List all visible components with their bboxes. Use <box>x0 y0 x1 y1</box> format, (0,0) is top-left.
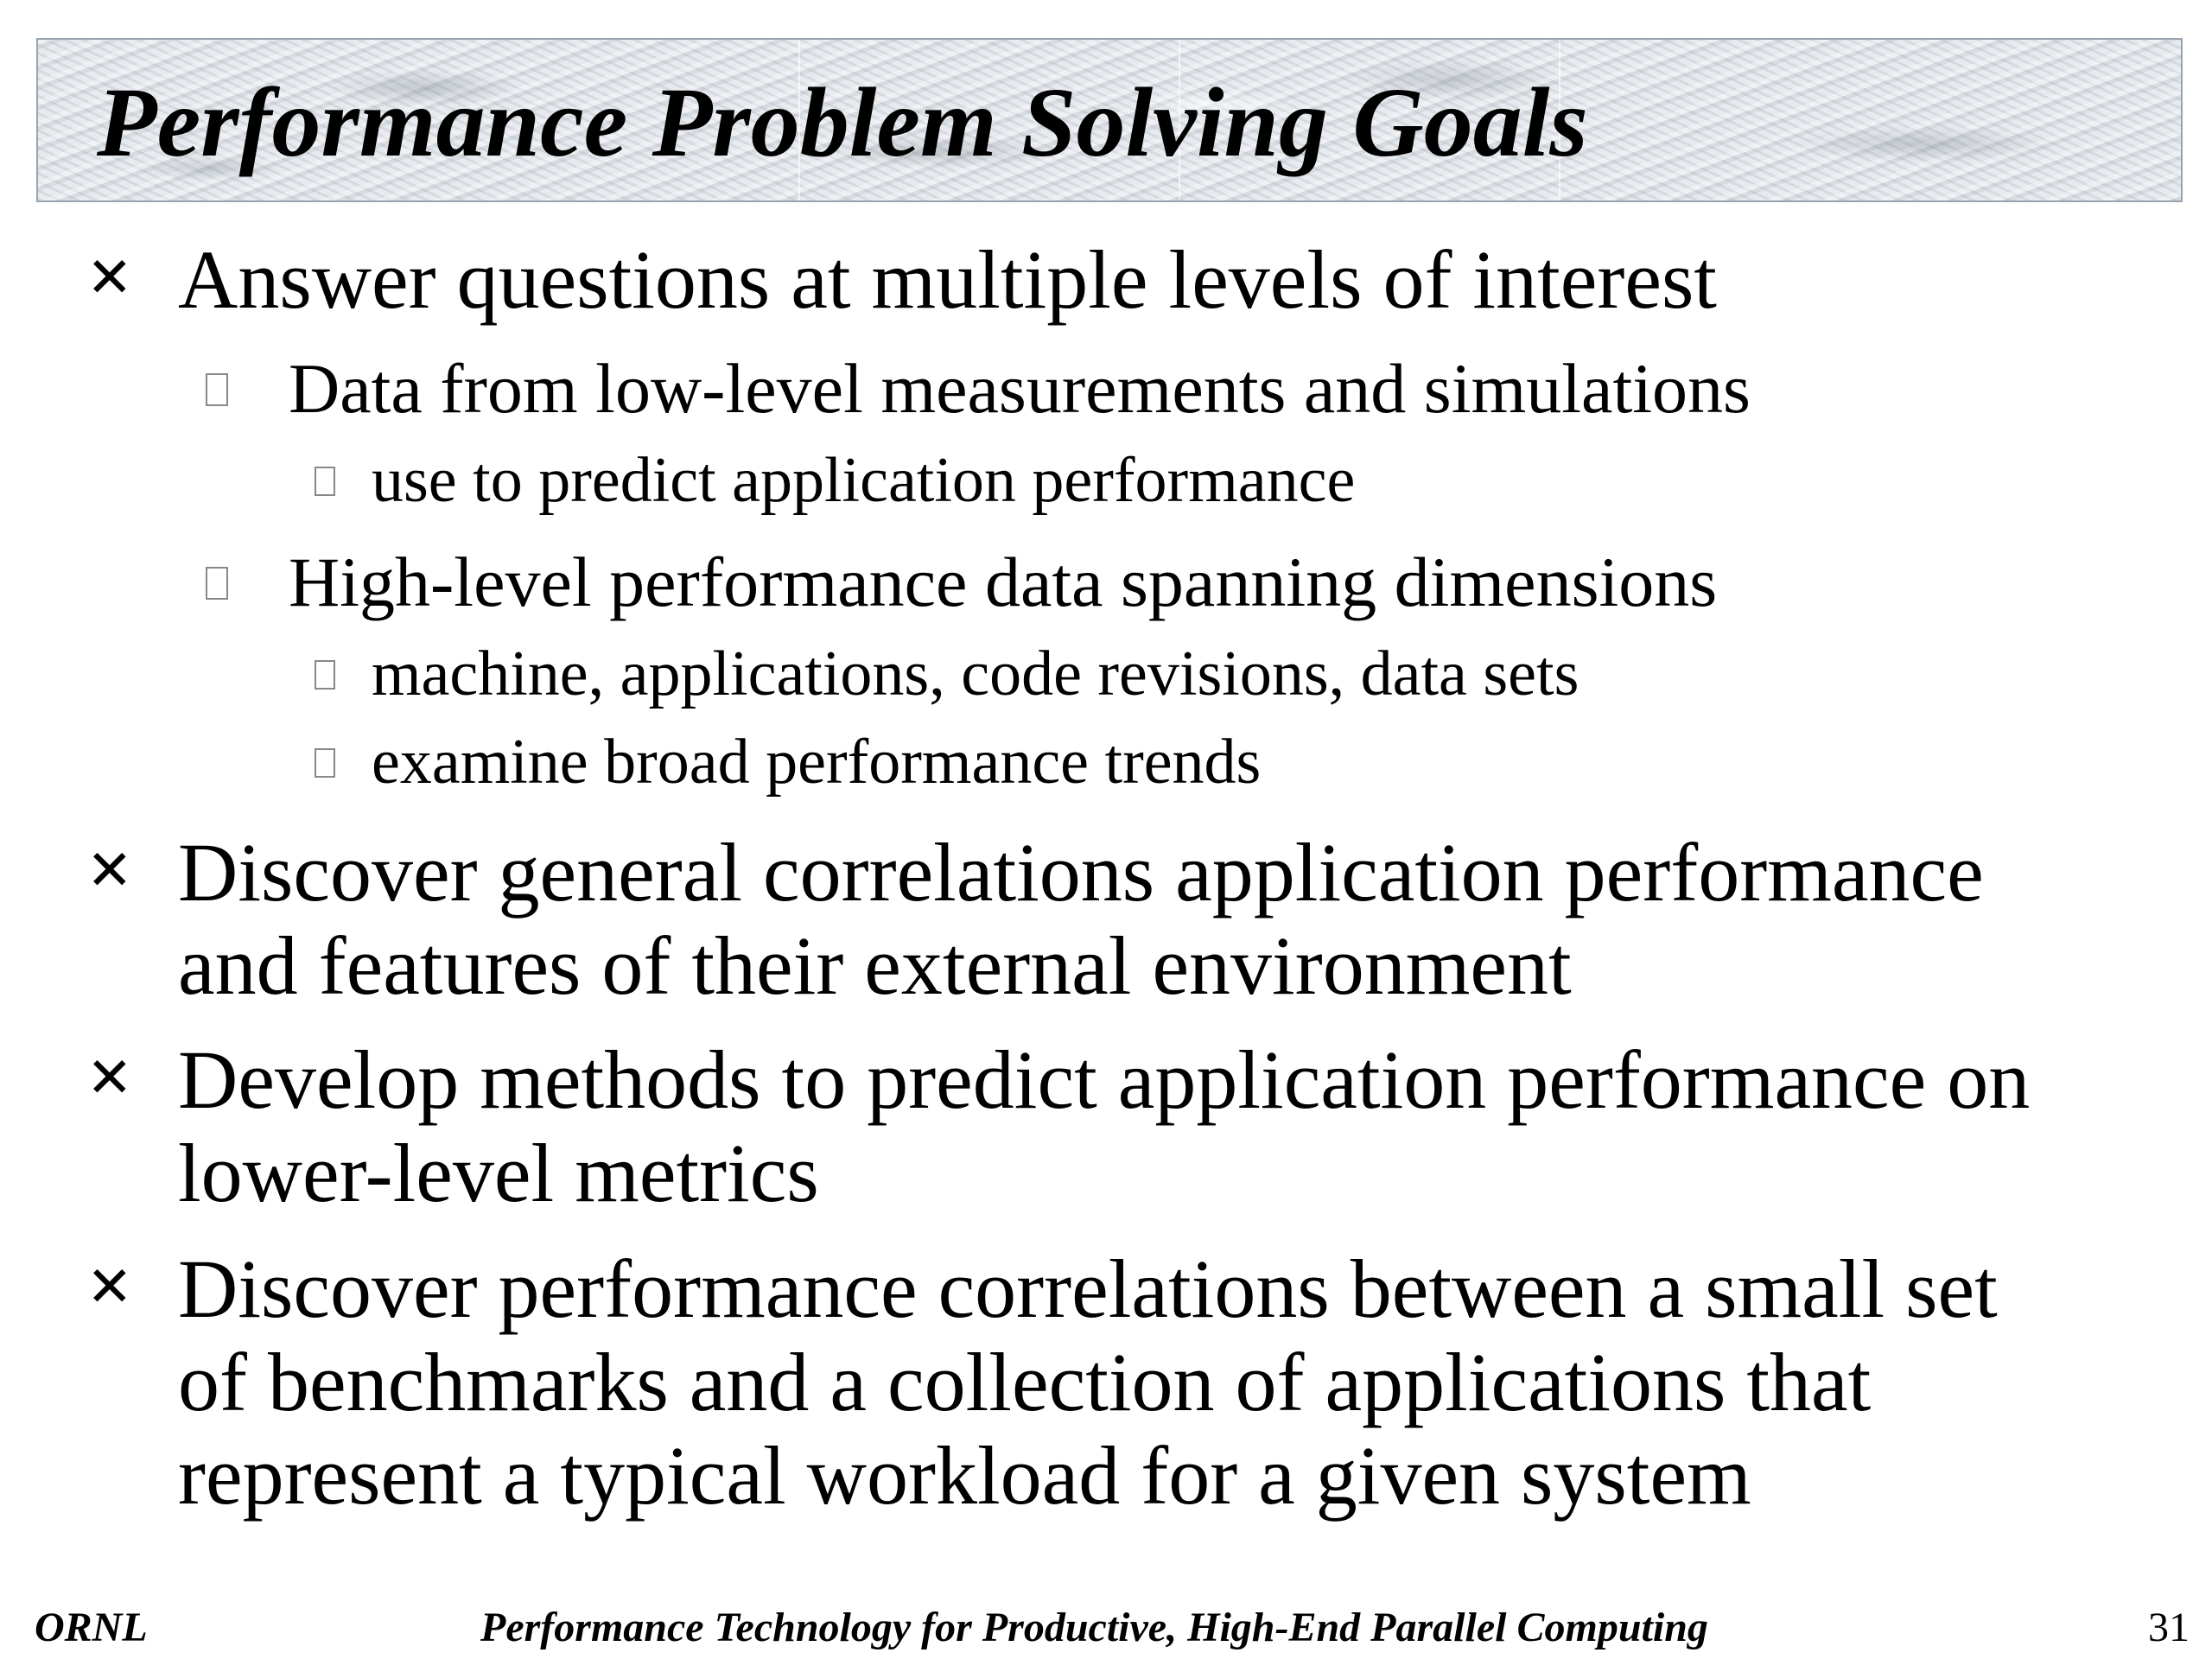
x-bullet-icon: ✕ <box>86 839 133 903</box>
slide-title: Performance Problem Solving Goals <box>97 67 1588 177</box>
bullet-text-line: and features of their external environment <box>178 919 1572 1012</box>
x-bullet-icon: ✕ <box>86 1046 133 1110</box>
sub-sub-bullet-text: machine, applications, code revisions, data sets <box>372 639 1580 709</box>
x-bullet-icon: ✕ <box>86 246 133 310</box>
sub-sub-bullet-text: use to predict application performance <box>372 445 1356 516</box>
footer-org: ORNL <box>35 1605 148 1650</box>
sub-sub-bullet-text: examine broad performance trends <box>372 727 1262 798</box>
box-bullet-icon <box>206 567 228 600</box>
bullet-text-line: Discover performance correlations between a small set <box>178 1243 1998 1335</box>
sub-bullet-text: High-level performance data spanning dimensions <box>289 543 1718 621</box>
sub-bullet-text: Data from low-level measurements and simulations <box>289 349 1751 428</box>
bullet-text: Answer questions at multiple levels of interest <box>178 233 1717 326</box>
box-bullet-icon <box>315 748 335 778</box>
page-number: 31 <box>2148 1605 2190 1650</box>
box-bullet-icon <box>315 660 335 690</box>
title-banner <box>36 38 2183 202</box>
box-bullet-icon <box>206 373 228 406</box>
bullet-text-line: represent a typical workload for a given system <box>178 1429 1751 1522</box>
box-bullet-icon <box>315 467 335 496</box>
bullet-text-line: Develop methods to predict application performance on <box>178 1033 2031 1126</box>
bullet-text-line: of benchmarks and a collection of applications that <box>178 1336 1872 1428</box>
footer-title: Performance Technology for Productive, High-End Parallel Computing <box>480 1605 1708 1650</box>
bullet-text-line: Discover general correlations application performance <box>178 826 1984 918</box>
x-bullet-icon: ✕ <box>86 1255 133 1319</box>
bullet-text-line: lower-level metrics <box>178 1127 819 1219</box>
